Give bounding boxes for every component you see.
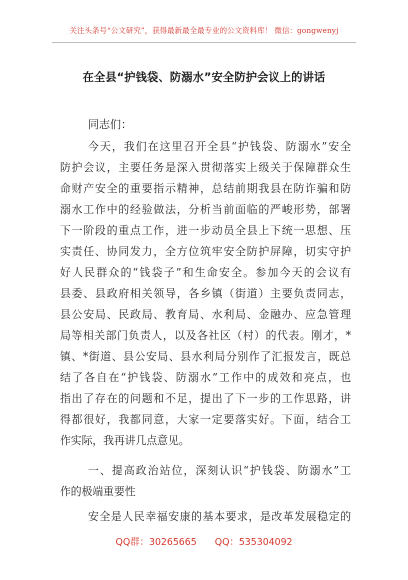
body-line: 安全是人民幸福安康的基本要求，是改革发展稳定的 (88, 510, 351, 523)
body-line: 下一阶段的重点工作，进一步动员全县上下统一思想、压 (60, 224, 351, 237)
body-line: 镇、*街道、县公安局、县水利局分别作了汇报发言，既总 (60, 350, 351, 363)
body-line: 得都很好，我都同意，大家一定要落实好。下面，结合工 (60, 413, 351, 426)
salutation: 同志们： (88, 118, 132, 131)
body-line: 好人民群众的“钱袋子”和生命安全。参加今天的会议有 (60, 266, 351, 279)
footer-qq-number: QQ：535304092 (214, 537, 293, 548)
body-line: 作实际，我再讲几点意见。 (60, 434, 190, 447)
section-heading: 一、提高政治站位，深刻认识“护钱袋、防溺水”工 (88, 464, 351, 477)
header-promo-note: 关注头条号“公文研究”，获得最新最全最专业的公文资料库！ 微信：gongwenyj (69, 26, 339, 35)
body-line: 实责任、协同发力，全方位筑牢安全防护屏障，切实守护 (60, 245, 351, 258)
section-heading-continued: 作的极端重要性 (60, 485, 136, 498)
document-title: 在全县“护钱袋、防溺水”安全防护会议上的讲话 (82, 71, 326, 84)
body-line: 结了各自在“护钱袋、防溺水”工作中的成效和亮点，也 (60, 371, 351, 384)
body-line: 局等相关部门负责人，以及各社区（村）的代表。刚才，* (60, 329, 351, 342)
body-line: 防护会议，主要任务是深入贯彻落实上级关于保障群众生 (60, 161, 351, 174)
body-line: 命财产安全的重要指示精神，总结前期我县在防诈骗和防 (60, 182, 351, 195)
body-line: 溺水工作中的经验做法，分析当前面临的严峻形势，部署 (60, 203, 351, 216)
body-line: 今天，我们在这里召开全县“护钱袋、防溺水”安全 (88, 140, 351, 153)
body-line: 指出了存在的问题和不足，提出了下一步的工作思路，讲 (60, 392, 351, 405)
body-line: 县委、县政府相关领导，各乡镇（街道）主要负责同志， (60, 287, 351, 300)
header-divider (52, 42, 356, 43)
footer-qq-group: QQ群：30265665 (115, 537, 197, 548)
footer-contact (0, 534, 408, 548)
body-line: 县公安局、民政局、教育局、水利局、金融办、应急管理 (60, 308, 351, 321)
